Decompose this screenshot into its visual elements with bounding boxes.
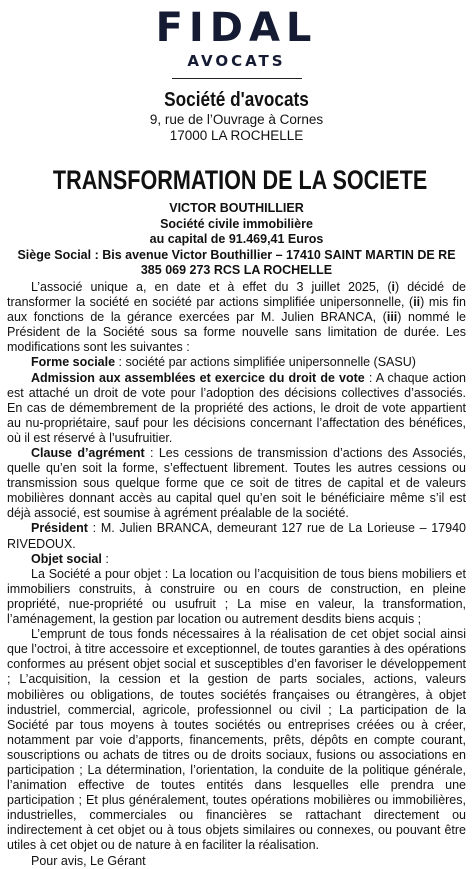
paragraph-forme-sociale bbox=[7, 355, 466, 370]
forme-sociale-label: Forme sociale bbox=[31, 355, 116, 370]
firm-address-line1: 9, rue de l’Ouvrage à Cornes bbox=[149, 112, 324, 127]
paragraph-agrement bbox=[7, 446, 466, 521]
paragraph-droit-de-vote bbox=[7, 371, 466, 446]
p1-marker-i: i bbox=[391, 279, 395, 294]
objet-social-colon: : bbox=[101, 551, 109, 566]
fidal-logo bbox=[7, 0, 466, 70]
closing-signature: Pour avis, Le Gérant bbox=[31, 853, 146, 868]
paragraph-objet-social-2: L’emprunt de tous fonds nécessaires à la réalisation de cet objet social ainsi que l’octroi, à titre accessoire et exceptionnel, de toutes garanties à des opérations conformes au présent objet social et susceptibles d’en favoriser le développement ; L’acquisition, la cession et la gestion de parts sociales, actions, valeurs mobilières ou obligations, de toutes sociétés françaises ou étrangères, à objet industriel, commercial, agricole, professionnel ou civil ; La participation de la Société par tous moyens à toutes sociétés ou entreprises créées ou à créer, notamment par voie d’apports, financements, prêts, dépôts en compte courant, souscriptions ou achats de titres ou de droits sociaux, fusions ou associations en participation ; La détermination, l’orientation, la conduite de la politique générale, l’animation effective de toutes entités dans lesquelles elle prendra une participation ; Et plus généralement, toutes opérations mobilières ou immobilières, industrielles, commerciales ou financières se rattachant directement ou indirectement à cet objet ou à tous objets similaires ou connexes, ou pouvant être utiles à cet objet ou de nature à en faciliter la réalisation. bbox=[7, 627, 466, 853]
p1-text-c: ) mis fin aux fonctions de la gérance exercées par M. Julien BRANCA, ( bbox=[7, 295, 466, 325]
droit-de-vote-text: : A chaque action est attaché un droit de vote pour l’adoption des décisions collectives d’associés. En cas de démembrement de la propriété des actions, le droit de vote appartient au nu-propriétaire, sauf pour les décisions concernant l’affectation des bénéfices, où il est réservé à l’usufruitier. bbox=[7, 370, 466, 445]
logo-subtitle: AVOCATS bbox=[187, 52, 286, 70]
paragraph-objet-social-1: La Société a pour objet : La location ou l’acquisition de tous biens mobiliers et immobiliers construits, à construire ou en cours de construction, en pleine propriété, nue-propriété ou usufruit ; La mise en valeur, la transformation, l’aménagement, la gestion par location ou autrement desdits biens acquis ; bbox=[7, 566, 466, 627]
company-name: VICTOR BOUTHILLIER bbox=[169, 201, 304, 215]
paragraph-objet-social-heading bbox=[7, 552, 466, 567]
p1-text-a: L’associé unique a, en date et à effet du 3 juillet 2025, ( bbox=[31, 279, 392, 294]
agrement-text: : Les cessions de transmission d’actions des Associés, quelle qu’en soit la forme, s’effectuent librement. Toutes les autres cessions ou transmission sous quelque forme que ce soit de titres de capital et de valeurs mobilières donnant accès au capital quel qu’en soit le bénéficiaire même s’il est déjà associé, est soumise à agrément préalable de la société. bbox=[7, 446, 466, 521]
droit-de-vote-label: Admission aux assemblées et exercice du droit de vote bbox=[31, 370, 365, 385]
forme-sociale-text: : société par actions simplifiée unipersonnelle (SASU) bbox=[115, 355, 416, 370]
header-divider bbox=[172, 78, 302, 79]
president-text: : M. Julien BRANCA, demeurant 127 rue de La Lorieuse – 17940 RIVEDOUX. bbox=[7, 521, 466, 551]
p1-text-d: ) nommé le Président de la Société sous sa forme nouvelle sans limitation de durée. Les modifications sont les suivantes : bbox=[7, 310, 466, 355]
p1-marker-ii: ii bbox=[413, 295, 421, 310]
notice-headline: TRANSFORMATION DE LA SOCIETE bbox=[52, 165, 428, 195]
paragraph-decision bbox=[7, 280, 466, 355]
firm-type: Société d'avocats bbox=[164, 89, 309, 111]
notice-body bbox=[7, 280, 466, 869]
p1-text-b: ) décidé de transformer la société en société par actions simplifiée unipersonnelle, ( bbox=[7, 279, 466, 310]
company-rcs: 385 069 273 RCS LA ROCHELLE bbox=[140, 263, 333, 278]
company-seat: Siège Social : Bis avenue Victor Bouthillier – 17410 SAINT MARTIN DE RE bbox=[17, 247, 456, 262]
firm-address-line2: 17000 LA ROCHELLE bbox=[169, 128, 304, 143]
objet-social-label: Objet social bbox=[31, 551, 102, 566]
p1-marker-iii: iii bbox=[386, 310, 398, 325]
agrement-label: Clause d’agrément bbox=[31, 446, 145, 460]
president-label: Président bbox=[31, 521, 88, 536]
company-form: Société civile immobilière bbox=[160, 216, 313, 231]
company-block bbox=[7, 201, 466, 279]
company-capital: au capital de 91.469,41 Euros bbox=[149, 232, 324, 247]
paragraph-president bbox=[7, 521, 466, 551]
logo-wordmark: FIDAL bbox=[155, 5, 318, 51]
